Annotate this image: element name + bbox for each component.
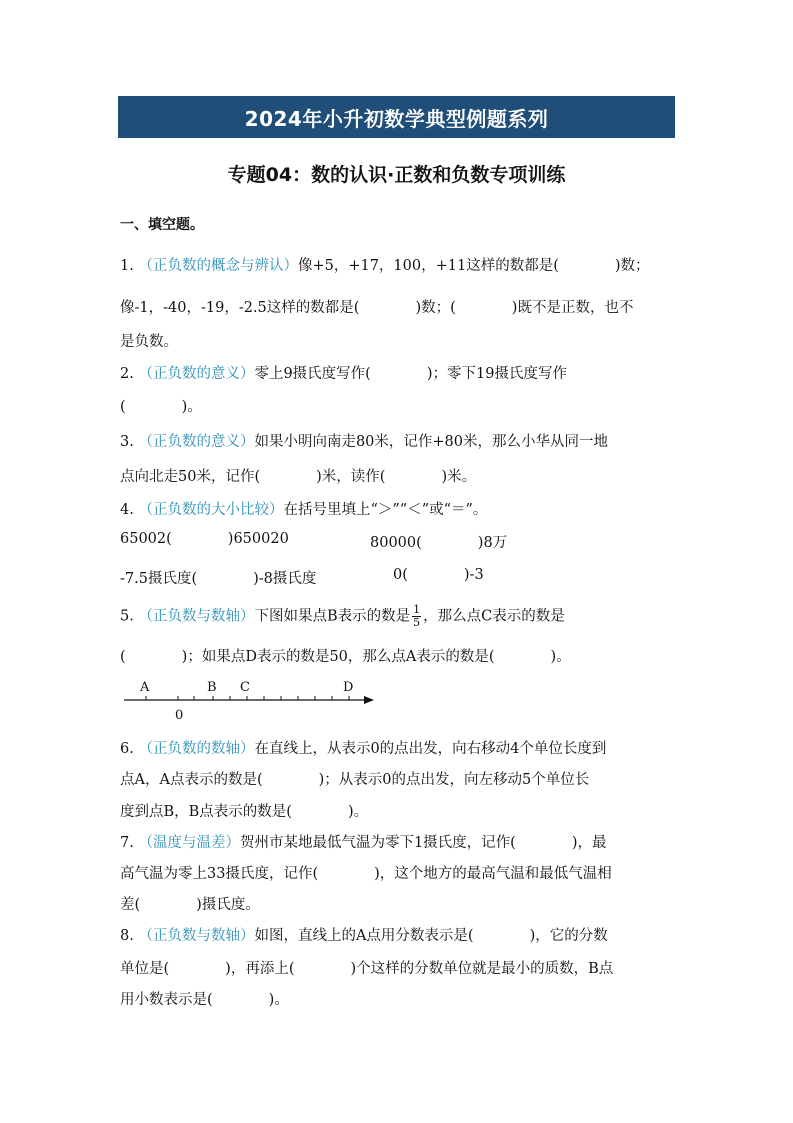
q7-line-2: 高气温为零上33摄氏度，记作( )，这个地方的最高气温和最低气温相 — [120, 866, 612, 882]
point-c-label: C — [240, 680, 250, 695]
q7-topic-tag: （温度与温差） — [138, 835, 240, 851]
q2-topic-tag: （正负数的意义） — [138, 366, 255, 382]
q1-line-3: 是负数。 — [120, 334, 178, 350]
fraction-one-fifth: $\frac{1}{5}$ — [413, 603, 421, 629]
q4-row-1-left: 65002( )650020 — [120, 531, 289, 547]
q8-line-2: 单位是( )，再添上( )个这样的分数单位就是最小的质数，B点 — [120, 961, 614, 977]
q2-line-2: ( )。 — [120, 399, 202, 415]
q7-line-1: 7. （温度与温差）贺州市某地最低气温为零下1摄氏度，记作( )，最 — [120, 835, 607, 851]
q4-line-1: 4. （正负数的大小比较）在括号里填上“＞”“＜”或“＝”。 — [120, 502, 488, 518]
q6-topic-tag: （正负数的数轴） — [138, 741, 255, 757]
q4-row-2-left: -7.5摄氏度( )-8摄氏度 — [120, 571, 317, 587]
q4-row-1-right: 80000( )8万 — [370, 535, 508, 551]
q3-line-2: 点向北走50米，记作( )米，读作( )米。 — [120, 469, 477, 485]
section-heading: 一、填空题。 — [120, 217, 204, 233]
q4-topic-tag: （正负数的大小比较） — [138, 502, 284, 518]
axis-arrow — [364, 696, 374, 704]
q1-line-1: 1. （正负数的概念与辨认）像+5，+17，100，+11这样的数都是( )数； — [120, 258, 650, 274]
number-line-diagram — [118, 674, 380, 726]
q3-topic-tag: （正负数的意义） — [138, 434, 255, 450]
q8-line-1: 8. （正负数与数轴）如图，直线上的A点用分数表示是( )，它的分数 — [120, 928, 608, 944]
q5-topic-tag: （正负数与数轴） — [138, 608, 255, 625]
q2-line-1: 2. （正负数的意义）零上9摄氏度写作( )；零下19摄氏度写作 — [120, 366, 567, 382]
q8-line-3: 用小数表示是( )。 — [120, 992, 289, 1008]
q1-line-2: 像-1，-40，-19，-2.5这样的数都是( )数；( )既不是正数，也不 — [120, 300, 634, 316]
point-b-label: B — [207, 680, 217, 695]
q7-line-3: 差( )摄氏度。 — [120, 897, 260, 913]
q6-line-1: 6. （正负数的数轴）在直线上，从表示0的点出发，向右移动4个单位长度到 — [120, 741, 607, 757]
point-a-label: A — [140, 680, 150, 695]
q6-line-2: 点A，A点表示的数是( )；从表示0的点出发，向左移动5个单位长 — [120, 772, 590, 788]
q6-line-3: 度到点B，B点表示的数是( )。 — [120, 804, 369, 820]
point-d-label: D — [343, 680, 354, 695]
q4-row-2-right: 0( )-3 — [393, 567, 484, 583]
q5-line-1: 5. （正负数与数轴）下图如果点B表示的数是 $\frac{1}{5}$ ，那么点C表示的数是 — [120, 603, 565, 629]
q8-topic-tag: （正负数与数轴） — [138, 928, 255, 944]
page-title: 专题04：数的认识·正数和负数专项训练 — [227, 164, 566, 186]
q1-topic-tag: （正负数的概念与辨认） — [138, 258, 298, 274]
q5-line-2: ( )；如果点D表示的数是50，那么点A表示的数是( )。 — [120, 649, 571, 665]
q3-line-1: 3. （正负数的意义）如果小明向南走80米，记作+80米，那么小华从同一地 — [120, 434, 609, 450]
series-banner: 2024年小升初数学典型例题系列 — [118, 96, 675, 138]
zero-label: 0 — [175, 708, 184, 723]
